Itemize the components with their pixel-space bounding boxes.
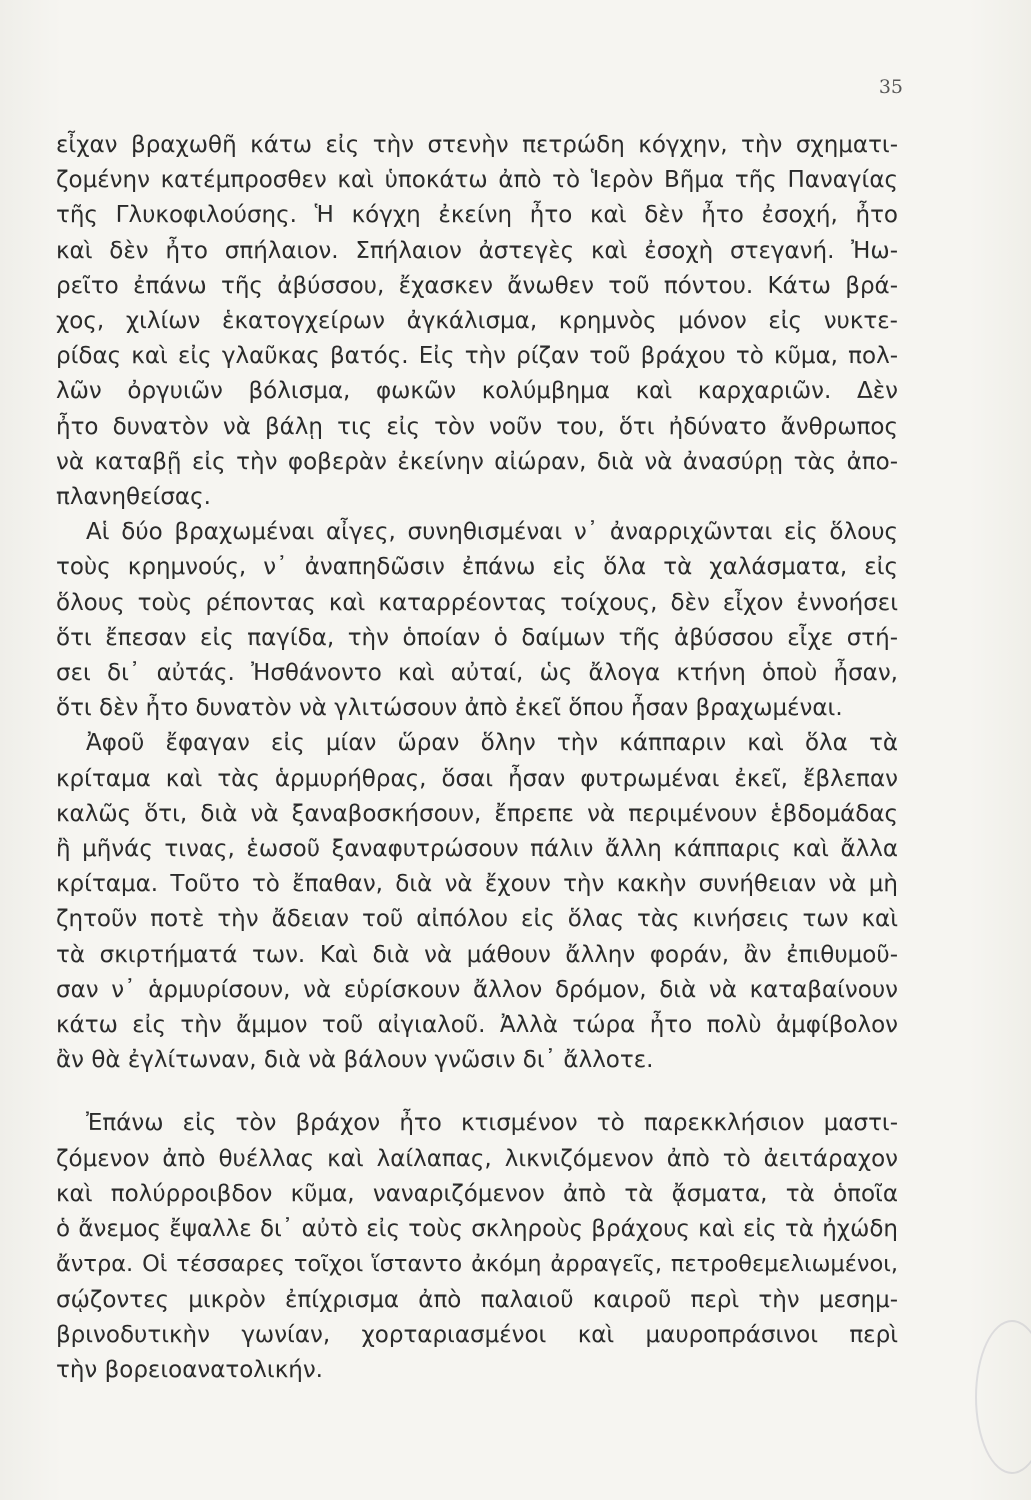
page-number: 35: [878, 76, 903, 98]
text-line: τοὺς κρημνούς, ν᾽ ἀναπηδῶσιν ἐπάνω εἰς ὅλα τὰ χαλάσματα, εἰς: [56, 554, 898, 581]
text-line: ὅτι ἔπεσαν εἰς παγίδα, τὴν ὁποίαν ὁ δαίμων τῆς ἀβύσσου εἶχε στή-: [56, 624, 898, 651]
text-line: ρεῖτο ἐπάνω τῆς ἀβύσσου, ἔχασκεν ἄνωθεν τοῦ πόντου. Κάτω βρά-: [56, 272, 898, 299]
paragraph-3: [56, 726, 898, 1078]
library-stamp-edge: [975, 1320, 1031, 1474]
text-line: σει δι᾽ αὐτάς. Ἠσθάνοντο καὶ αὐταί, ὡς ἄλογα κτήνη ὁποὺ ἦσαν,: [56, 660, 898, 687]
text-line: καὶ πολύρροιβδον κῦμα, ναναριζόμενον ἀπὸ τὰ ᾄσματα, τὰ ὁποῖα: [56, 1180, 898, 1207]
paragraph-4: [56, 1106, 898, 1388]
text-line: σῴζοντες μικρὸν ἐπίχρισμα ἀπὸ παλαιοῦ καιροῦ περὶ τὴν μεσημ-: [56, 1286, 898, 1313]
text-line: τὴν βορειοανατολικήν.: [56, 1356, 323, 1383]
text-line: εἶχαν βραχωθῆ κάτω εἰς τὴν στενὴν πετρώδη κόγχην, τὴν σχηματι-: [56, 132, 898, 158]
text-line: Αἱ δύο βραχωμέναι αἶγες, συνηθισμέναι ν᾽ ἀναρριχῶνται εἰς ὅλους: [86, 519, 898, 546]
text-line: τῆς Γλυκοφιλούσης. Ἡ κόγχη ἐκείνη ἦτο καὶ δὲν ἦτο ἐσοχή, ἦτο: [56, 202, 898, 229]
text-line: κρίταμα καὶ τὰς ἁρμυρήθρας, ὅσαι ἦσαν φυτρωμέναι ἐκεῖ, ἔβλεπαν: [56, 765, 898, 792]
text-line: νὰ καταβῇ εἰς τὴν φοβερὰν ἐκείνην αἰώραν, διὰ νὰ ἀνασύρῃ τὰς ἀπο-: [56, 448, 898, 475]
text-line: ζόμενον ἀπὸ θυέλλας καὶ λαίλαπας, λικνιζόμενον ἀπὸ τὸ ἀειτάραχον: [56, 1145, 898, 1172]
text-line: Ἀφοῦ ἔφαγαν εἰς μίαν ὥραν ὅλην τὴν κάππαριν καὶ ὅλα τὰ: [86, 730, 898, 757]
text-line: ἂν θὰ ἐγλίτωναν, διὰ νὰ βάλουν γνῶσιν δι᾽ ἄλλοτε.: [56, 1047, 654, 1074]
text-line: ἢ μῆνάς τινας, ἑωσοῦ ξαναφυτρώσουν πάλιν ἄλλη κάππαρις καὶ ἄλλα: [56, 836, 898, 863]
text-line: ὅλους τοὺς ρέποντας καὶ καταρρέοντας τοίχους, δὲν εἶχον ἐννοήσει: [56, 589, 898, 616]
text-line: καλῶς ὅτι, διὰ νὰ ξαναβοσκήσουν, ἔπρεπε νὰ περιμένουν ἑβδομάδας: [56, 800, 898, 827]
text-line: τὰ σκιρτήματά των. Καὶ διὰ νὰ μάθουν ἄλλην φοράν, ἂν ἐπιθυμοῦ-: [56, 941, 898, 968]
text-line: ἦτο δυνατὸν νὰ βάλῃ τις εἰς τὸν νοῦν του, ὅτι ἠδύνατο ἄνθρωπος: [56, 413, 898, 440]
text-line: ἄντρα. Οἱ τέσσαρες τοῖχοι ἵσταντο ἀκόμη ἀρραγεῖς, πετροθεμελιωμένοι,: [56, 1251, 898, 1278]
text-line: ρίδας καὶ εἰς γλαῦκας βατός. Εἰς τὴν ρίζαν τοῦ βράχου τὸ κῦμα, πολ-: [56, 343, 898, 370]
text-line: ὁ ἄνεμος ἔψαλλε δι᾽ αὐτὸ εἰς τοὺς σκληροὺς βράχους καὶ εἰς τὰ ἠχώδη: [56, 1216, 898, 1243]
text-line: καὶ δὲν ἦτο σπήλαιον. Σπήλαιον ἀστεγὲς καὶ ἐσοχὴ στεγανή. Ἠω-: [56, 237, 898, 264]
paragraph-gap: [56, 1078, 898, 1106]
text-line: Ἐπάνω εἰς τὸν βράχον ἦτο κτισμένον τὸ παρεκκλήσιον μαστι-: [86, 1110, 898, 1137]
text-line: πλανηθείσας.: [56, 484, 211, 511]
text-line: σαν ν᾽ ἁρμυρίσουν, νὰ εὑρίσκουν ἄλλον δρόμον, διὰ νὰ καταβαίνουν: [56, 976, 898, 1003]
paragraph-2: [56, 515, 898, 726]
text-line: βρινοδυτικὴν γωνίαν, χορταριασμένοι καὶ μαυροπράσινοι περὶ: [56, 1321, 898, 1348]
text-line: λῶν ὀργυιῶν βόλισμα, φωκῶν κολύμβημα καὶ καρχαριῶν. Δὲν: [56, 378, 898, 405]
text-line: κρίταμα. Τοῦτο τὸ ἔπαθαν, διὰ νὰ ἔχουν τὴν κακὴν συνήθειαν νὰ μὴ: [56, 871, 898, 898]
paragraph-1: [56, 128, 898, 515]
text-line: ζομένην κατέμπροσθεν καὶ ὑποκάτω ἀπὸ τὸ Ἱερὸν Βῆμα τῆς Παναγίας: [56, 167, 898, 194]
body-text: [56, 128, 898, 1388]
text-line: ζητοῦν ποτὲ τὴν ἄδειαν τοῦ αἰπόλου εἰς ὅλας τὰς κινήσεις των καὶ: [56, 906, 898, 933]
text-line: κάτω εἰς τὴν ἄμμον τοῦ αἰγιαλοῦ. Ἀλλὰ τώρα ἦτο πολὺ ἀμφίβολον: [56, 1012, 898, 1039]
text-line: χος, χιλίων ἑκατογχείρων ἀγκάλισμα, κρημνὸς μόνον εἰς νυκτε-: [56, 308, 898, 335]
text-line: ὅτι δὲν ἦτο δυνατὸν νὰ γλιτώσουν ἀπὸ ἐκεῖ ὅπου ἦσαν βραχωμέναι.: [56, 695, 843, 722]
